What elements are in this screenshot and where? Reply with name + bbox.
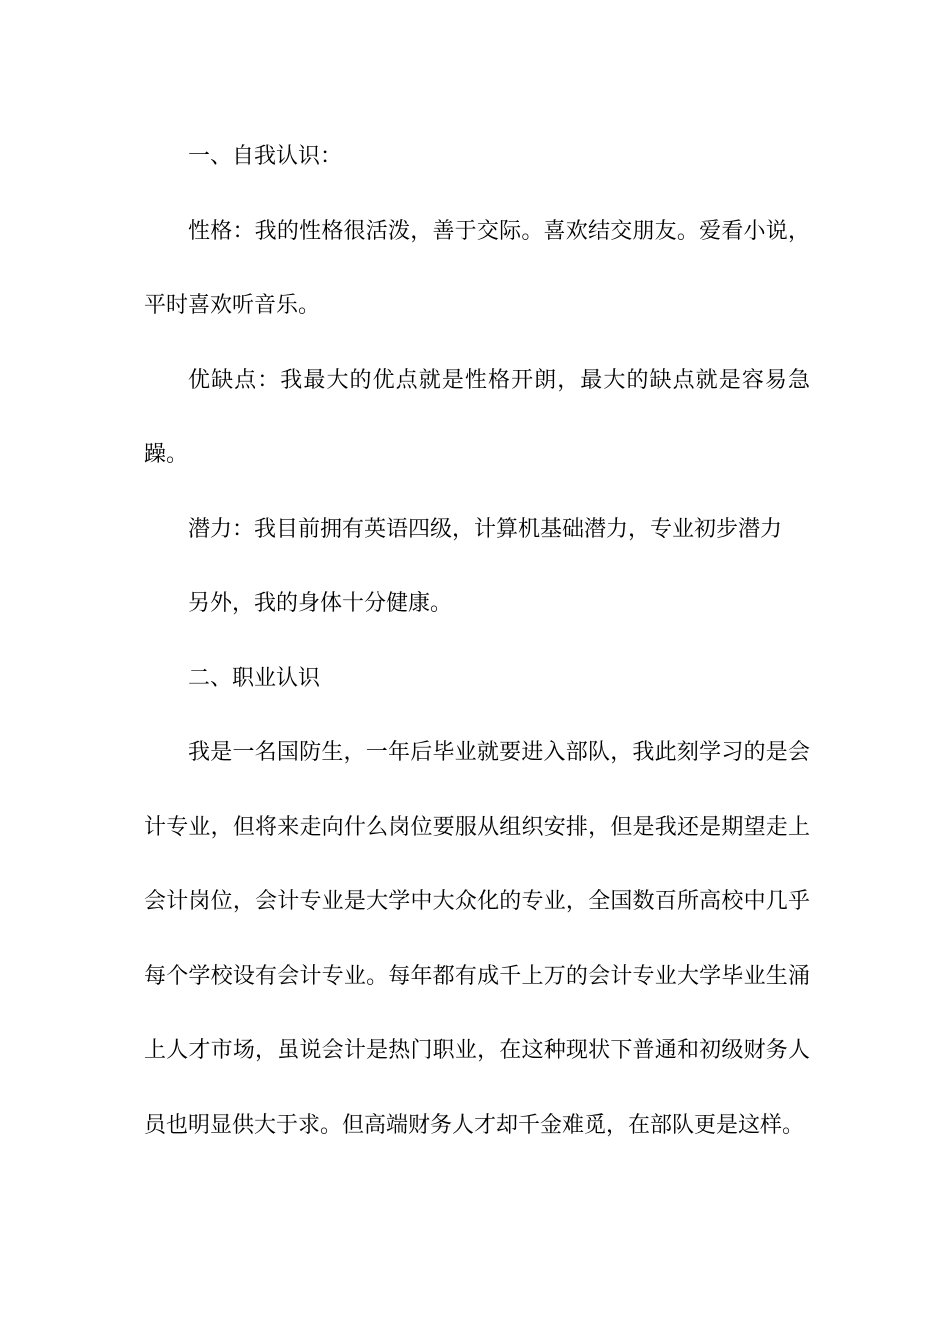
heading-career-awareness: 二、职业认识	[188, 665, 321, 691]
paragraph-potential: 潜力：我目前拥有英语四级，计算机基础潜力，专业初步潜力	[188, 516, 783, 542]
document-body	[144, 120, 810, 1163]
paragraph-career-description: 我是一名国防生，一年后毕业就要进入部队，我此刻学习的是会计专业，但将来走向什么岗位要服从组织安排，但是我还是期望走上会计岗位，会计专业是大学中大众化的专业，全国数百所高校中几乎每个学校设有会计专业。每年都有成千上万的会计专业大学毕业生涌上人才市场，虽说会计是热门职业，在这种现状下普通和初级财务人员也明显供大于求。但高端财务人才却千金难觅，在部队更是这样。	[144, 740, 810, 1138]
paragraph-personality: 性格：我的性格很活泼，善于交际。喜欢结交朋友。爱看小说，平时喜欢听音乐。	[144, 218, 810, 318]
paragraph-health: 另外，我的身体十分健康。	[188, 591, 453, 616]
heading-self-awareness: 一、自我认识：	[188, 144, 343, 169]
paragraph-strengths-weaknesses: 优缺点：我最大的优点就是性格开朗，最大的缺点就是容易急躁。	[144, 367, 810, 467]
